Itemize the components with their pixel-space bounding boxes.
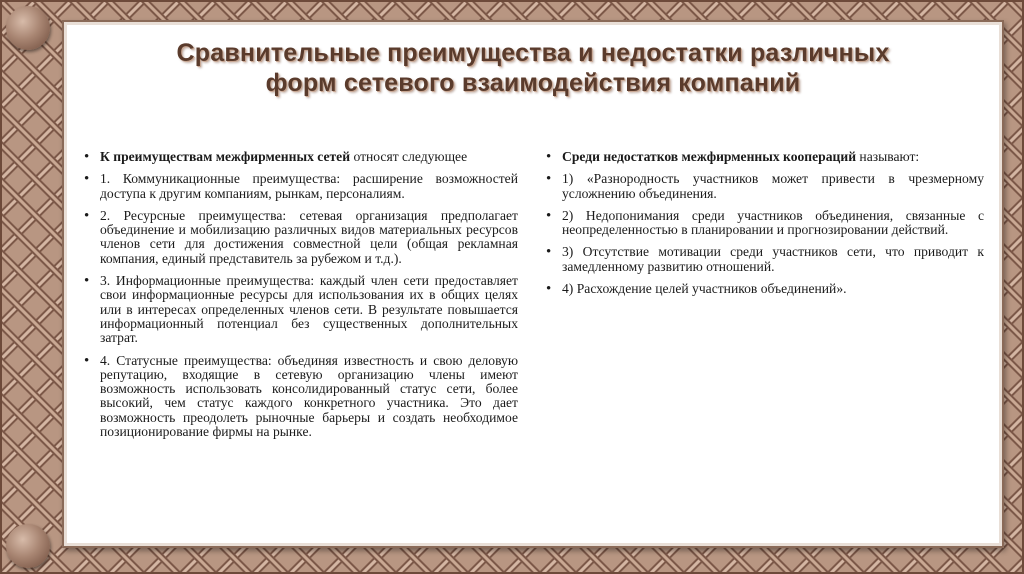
advantage-status: • 4. Статусные преимущества: объединяя известность и свою деловую репутацию, входящие в сетевую организацию члены имеют возможность использовать консолидированный статус сети, более высокий, чем статус каждого конкретного участника. Это дает возможность преодолеть рыночные барьеры и создать необходимое позиционирование фирмы на рынке. (84, 354, 518, 440)
corner-knob-bottom-left-icon (6, 524, 50, 568)
corner-knob-top-left-icon (6, 6, 50, 50)
disadvantages-column (546, 150, 984, 304)
advantage-information: • 3. Информационные преимущества: каждый член сети предоставляет свои информационные ресурсы для использования их в общих целях или в интересах определенных членов сети. В результате повышается информационный потенциал без существенных дополнительных затрат. (84, 274, 518, 345)
disadvantage-misunderstanding: • 2) Недопонимания среди участников объединения, связанные с неопределенностью в планировании и прогнозировании действий. (546, 209, 984, 238)
disadvantages-intro (546, 150, 984, 164)
advantage-communication: • 1. Коммуникационные преимущества: расширение возможностей доступа к другим компаниям, рынкам, персоналиям. (84, 172, 518, 201)
advantages-intro (84, 150, 518, 164)
slide-title (62, 38, 1004, 98)
disadvantages-intro-rest: называют: (856, 149, 920, 164)
slide-title-line-2: форм сетевого взаимодействия компаний (265, 69, 801, 97)
disadvantage-goals: • 4) Расхождение целей участников объединений». (546, 282, 984, 296)
advantages-intro-rest: относят следующее (350, 149, 468, 164)
slide-title-line-1: Сравнительные преимущества и недостатки различных (176, 39, 890, 67)
disadvantage-heterogeneity: • 1) «Разнородность участников может привести в чрезмерному усложнению объединения. (546, 172, 984, 201)
advantages-intro-bold: К преимуществам межфирменных сетей (100, 149, 351, 164)
disadvantage-motivation: • 3) Отсутствие мотивации среди участников сети, что приводит к замедленному развитию отношений. (546, 245, 984, 274)
disadvantages-list (546, 150, 984, 296)
disadvantages-intro-bold: Среди недостатков межфирменных кооперaций (562, 149, 857, 164)
advantage-resources: • 2. Ресурсные преимущества: сетевая организация предполагает объединение и мобилизацию различных видов материальных ресурсов членов сети для достижения совместной цели (общая рекламная компания, единый представитель за рубежом и т.д.). (84, 209, 518, 266)
advantages-column (84, 150, 518, 447)
advantages-list (84, 150, 518, 439)
